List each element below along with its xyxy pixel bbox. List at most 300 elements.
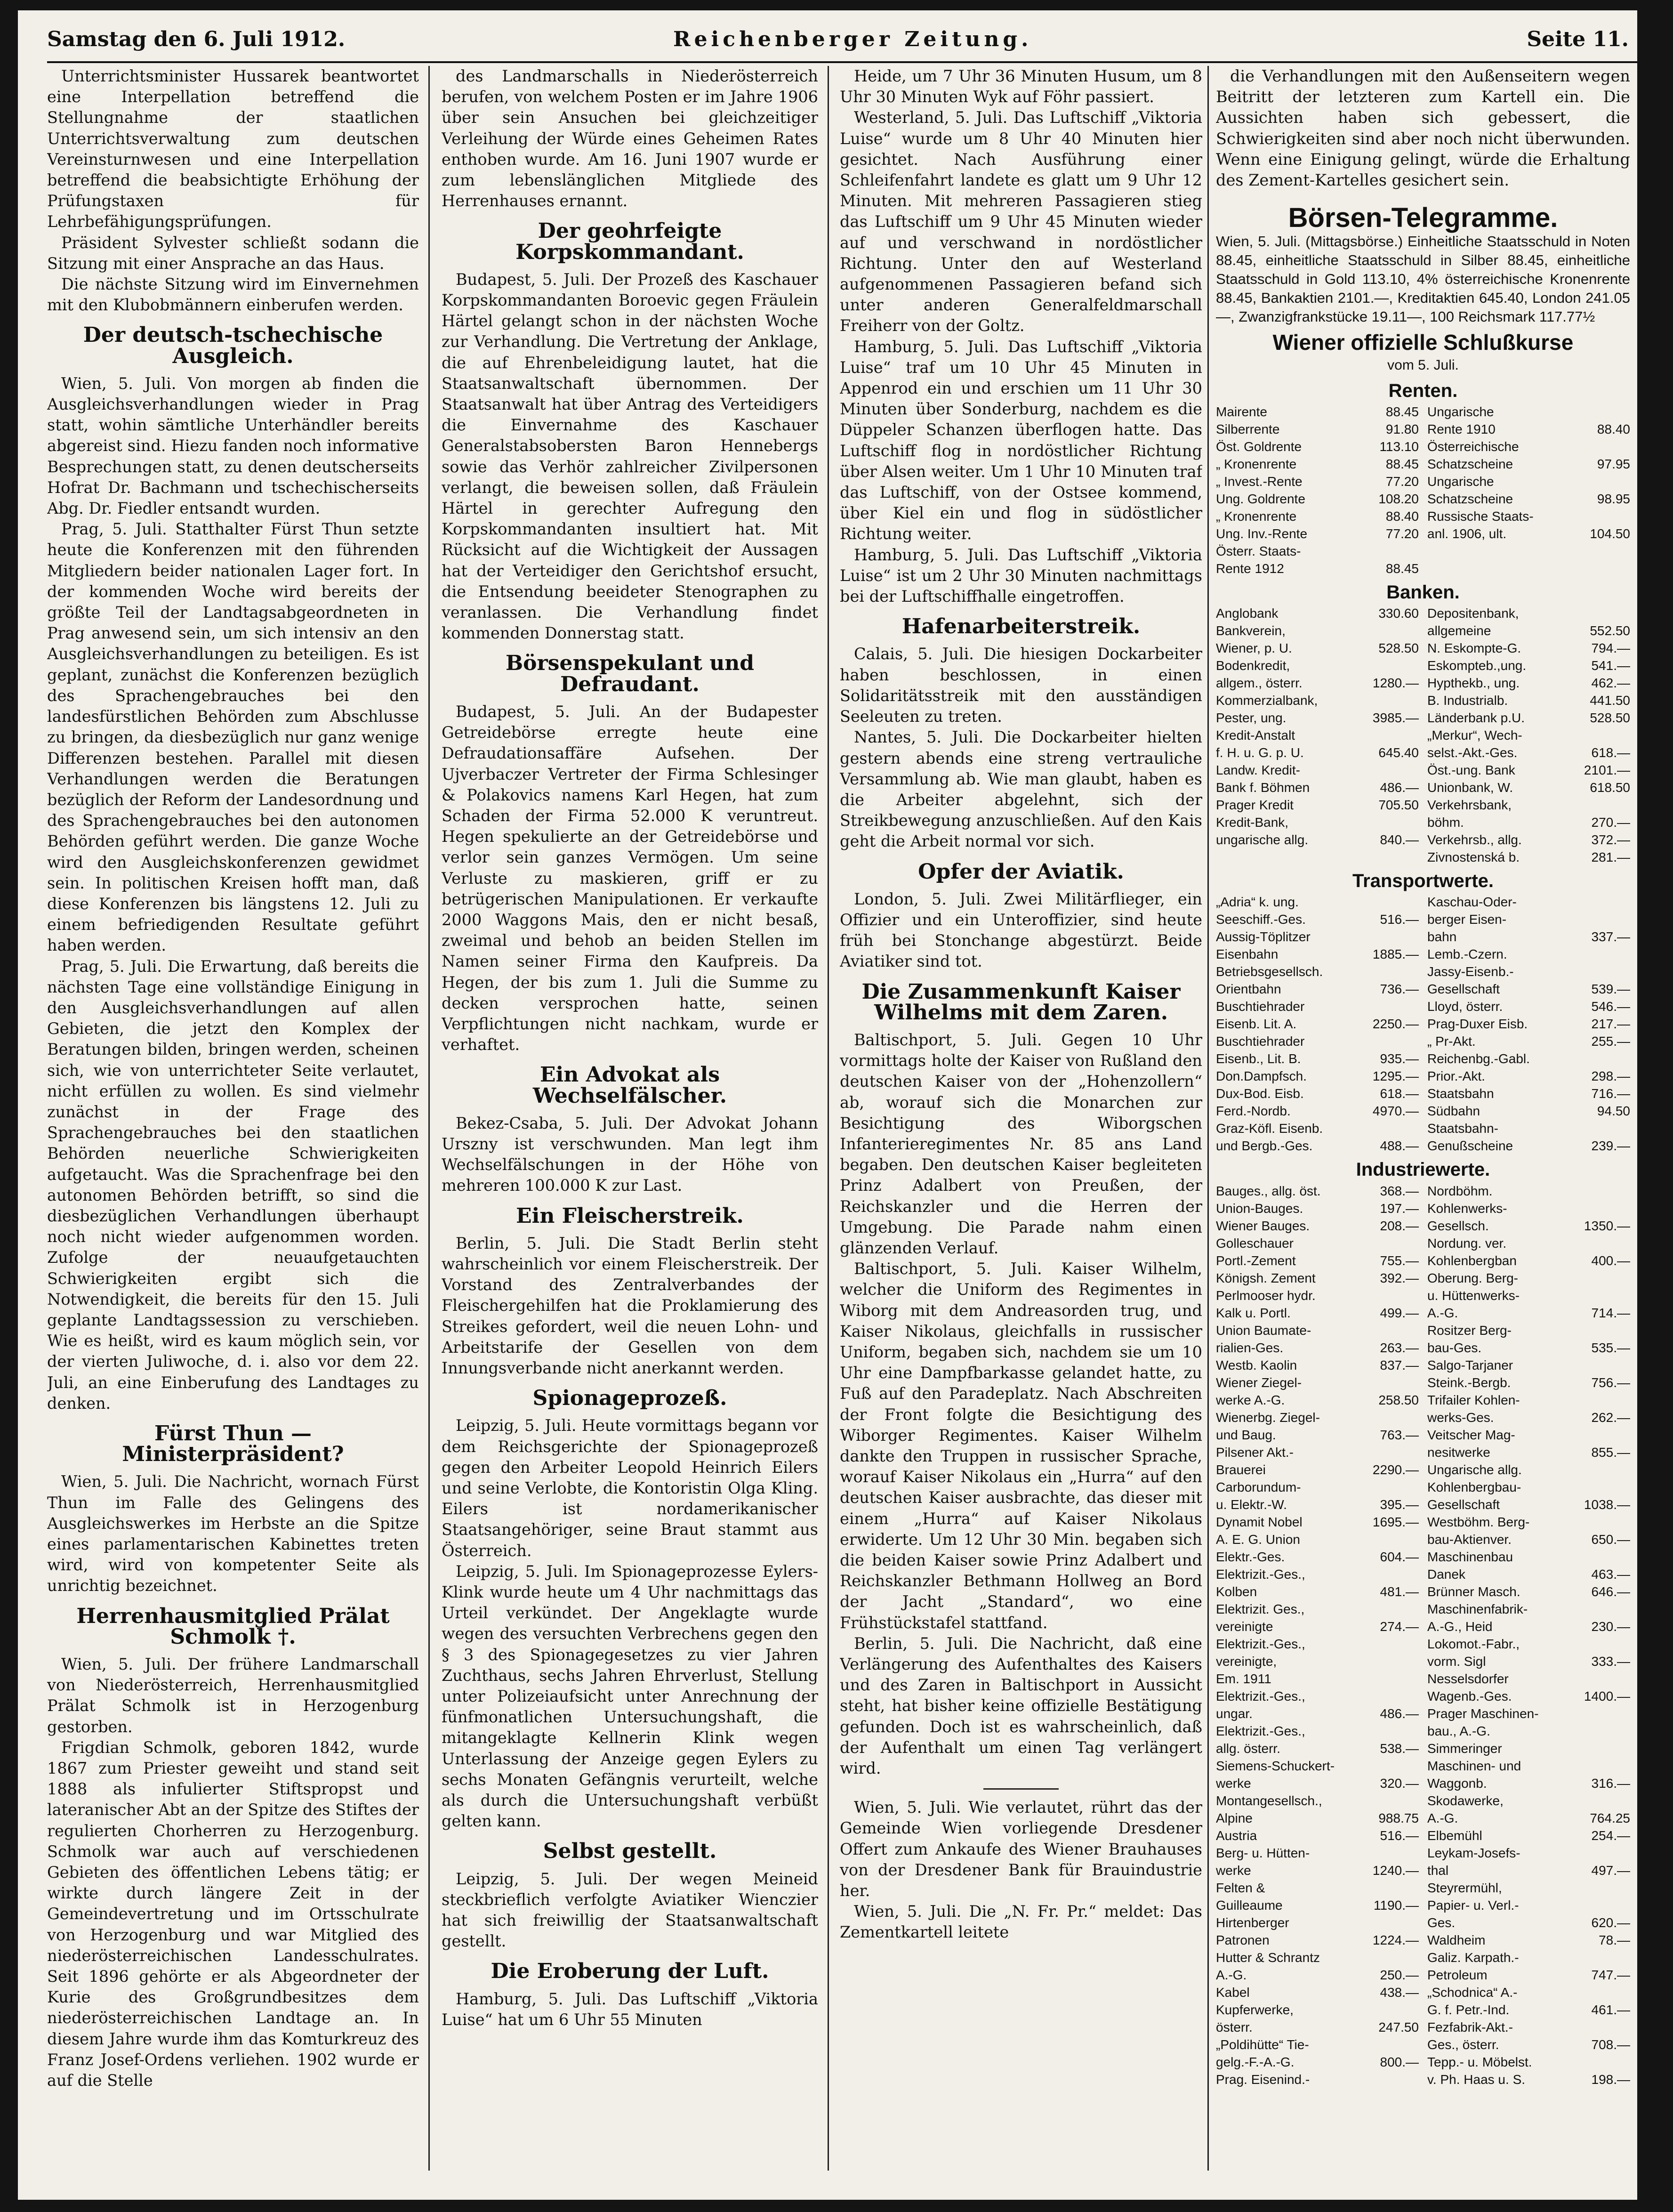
article-headline: Die Eroberung der Luft.	[491, 1959, 769, 1984]
security-name: A.-G., Heid	[1427, 1619, 1493, 1634]
security-name: Kohlenbergban	[1427, 1253, 1517, 1268]
market-row	[1216, 963, 1419, 980]
security-name: und Baug.	[1216, 1427, 1276, 1442]
security-name: Österreichische	[1427, 439, 1519, 454]
market-row	[1216, 1496, 1419, 1513]
market-row	[1427, 1015, 1630, 1033]
market-row	[1216, 1269, 1419, 1287]
market-row	[1427, 744, 1630, 761]
security-price: 400.—	[1591, 1253, 1630, 1268]
market-row	[1216, 1085, 1419, 1102]
article-headline: Börsenspekulant und Defraudant.	[505, 651, 755, 696]
security-name: werke	[1216, 1776, 1251, 1791]
header-date: Samstag den 6. Juli 1912.	[47, 27, 346, 51]
market-row	[1216, 928, 1419, 945]
security-price: 88.45	[1385, 457, 1419, 472]
security-name: Rente 1912	[1216, 561, 1284, 576]
security-name: Elektrizit.-Ges.,	[1216, 1688, 1305, 1703]
market-row	[1427, 525, 1630, 542]
security-name: vorm. Sigl	[1427, 1654, 1486, 1669]
security-price: 462.—	[1591, 676, 1630, 691]
market-row	[1216, 438, 1419, 455]
security-name: Montangesellsch.,	[1216, 1793, 1322, 1808]
security-name: f. H. u. G. p. U.	[1216, 745, 1304, 760]
article-headline: Spionageprozeß.	[532, 1386, 727, 1411]
article-headline: Ein Advokat als Wechselfälscher.	[532, 1063, 727, 1108]
security-price: 1190.—	[1374, 1897, 1419, 1913]
market-row	[1216, 1235, 1419, 1252]
market-row	[1427, 1444, 1630, 1461]
market-row	[1216, 1513, 1419, 1531]
security-name: Em. 1911	[1216, 1671, 1271, 1686]
market-row	[1427, 796, 1630, 814]
column-1	[47, 66, 419, 2185]
market-row	[1216, 1478, 1419, 1496]
market-row	[1216, 1217, 1419, 1235]
security-price: 372.—	[1591, 832, 1630, 848]
security-name: Guilleaume	[1216, 1897, 1283, 1913]
market-row	[1216, 893, 1419, 911]
column-3	[840, 66, 1202, 2185]
market-row	[1427, 1374, 1630, 1391]
security-name: Elektrizit.-Ges.,	[1216, 1566, 1305, 1582]
security-price: 499.—	[1380, 1305, 1419, 1320]
security-name: Graz-Köfl. Eisenb.	[1216, 1121, 1323, 1136]
market-row	[1216, 1566, 1419, 1583]
security-name: Wiener, p. U.	[1216, 641, 1292, 656]
article-paragraph: Hamburg, 5. Juli. Das Luftschiff „Viktoria Luise“ ist um 2 Uhr 30 Minuten nachmittags bei der Luftschiffhalle eingetroffen.	[840, 545, 1202, 606]
security-name: u. Hüttenwerks-	[1427, 1288, 1520, 1303]
security-name: Anglobank	[1216, 606, 1279, 621]
market-row	[1216, 1391, 1419, 1409]
security-name: allgemeine	[1427, 623, 1491, 638]
market-row	[1216, 1618, 1419, 1635]
security-name: Lemb.-Czern.	[1427, 947, 1507, 962]
market-table	[1216, 893, 1630, 1154]
security-name: bau., A.-G.	[1427, 1723, 1490, 1738]
market-row	[1216, 1775, 1419, 1792]
market-row	[1216, 1067, 1419, 1085]
security-name: Kohlenbergbau-	[1427, 1479, 1521, 1494]
security-price: 438.—	[1380, 1985, 1419, 2000]
market-row	[1427, 1566, 1630, 1583]
security-name: Elektrizit.-Ges.,	[1216, 1636, 1305, 1651]
security-name: Südbahn	[1427, 1104, 1480, 1119]
market-row	[1427, 928, 1630, 945]
security-name: „ Kronenrente	[1216, 457, 1297, 472]
security-price: 88.45	[1385, 561, 1419, 576]
market-section-title: Banken.	[1386, 582, 1460, 603]
market-row	[1427, 1757, 1630, 1775]
market-row	[1427, 542, 1630, 560]
market-row	[1427, 1304, 1630, 1322]
market-row	[1216, 911, 1419, 928]
article-paragraph: Bekez-Csaba, 5. Juli. Der Advokat Johann Urszny ist verschwunden. Man legt ihm Wechselfälschungen in der Höhe von mehreren 100.000 K zur Last.	[442, 1114, 818, 1195]
security-name: Ung. Goldrente	[1216, 492, 1305, 507]
article-paragraph: Budapest, 5. Juli. An der Budapester Getreidebörse erregte heute eine Defraudationsaffäre Aufsehen. Der Ujverbaczer Vertreter der Firma Schlesinger & Polakovics namens Karl Hegen, hat zum Schaden der Firma 52.000 K veruntreut. Hegen spekulierte an der Getreidebörse und verlor sein ganzes Vermögen. Um seine Verluste zu maskieren, griff er zu betrügerischen Manipulationen. Er verkaufte 2000 Waggons Mais, den er nicht besaß, zweimal und behob an beiden Stellen im Namen seiner Firma den Kaufpreis. Da Hegen, der bis zum 1. Juli die Summe zu decken versprochen hatte, seinen Verpflichtungen nicht nachkam, wurde er verhaftet.	[442, 702, 818, 1054]
security-price: 1224.—	[1372, 1932, 1419, 1947]
market-section-title: Transportwerte.	[1352, 871, 1494, 892]
security-name: Elektrizit.-Ges.,	[1216, 1723, 1305, 1738]
security-price: 747.—	[1591, 1967, 1630, 1982]
security-name: vereinigte	[1216, 1619, 1273, 1634]
security-price: 516.—	[1380, 1828, 1419, 1843]
market-row	[1427, 945, 1630, 963]
security-price: 1295.—	[1372, 1069, 1419, 1084]
security-name: Skodawerke,	[1427, 1793, 1504, 1808]
article-paragraph: London, 5. Juli. Zwei Militärflieger, ein Offizier und ein Unteroffizier, sind heute früh bei Stonchange abgestürzt. Beide Aviatiker sind tot.	[840, 889, 1202, 971]
market-row	[1427, 1548, 1630, 1566]
security-name: Ungarische	[1427, 404, 1494, 420]
security-name: Öst. Goldrente	[1216, 439, 1302, 454]
security-name: Ung. Inv.-Rente	[1216, 526, 1308, 541]
market-row	[1216, 1635, 1419, 1653]
security-price: 97.95	[1597, 457, 1630, 472]
security-price: 756.—	[1591, 1375, 1630, 1390]
market-row	[1427, 831, 1630, 848]
security-price: 392.—	[1380, 1270, 1419, 1285]
market-row	[1216, 1120, 1419, 1137]
security-name: A.-G.	[1427, 1810, 1458, 1825]
security-name: Bank f. Böhmen	[1216, 780, 1310, 795]
security-name: Rente 1910	[1427, 422, 1496, 437]
security-price: 716.—	[1591, 1086, 1630, 1101]
security-name: werks-Ges.	[1427, 1410, 1494, 1425]
market-row	[1427, 1356, 1630, 1374]
market-row	[1216, 490, 1419, 508]
security-name: thal	[1427, 1863, 1449, 1878]
security-price: 320.—	[1380, 1776, 1419, 1791]
security-price: 113.10	[1379, 439, 1419, 454]
security-price: 197.—	[1380, 1201, 1419, 1216]
markets-title: Börsen-Telegramme.	[1288, 202, 1558, 234]
security-price: 486.—	[1380, 1706, 1419, 1721]
market-row	[1427, 1200, 1630, 1217]
market-row	[1427, 848, 1630, 866]
security-name: Fezfabrik-Akt.-	[1427, 2019, 1513, 2034]
security-name: Union-Bauges.	[1216, 1201, 1303, 1216]
security-name: „ Invest.-Rente	[1216, 474, 1303, 489]
market-row	[1427, 1775, 1630, 1792]
security-price: 281.—	[1591, 850, 1630, 865]
market-row	[1427, 1827, 1630, 1844]
security-name: Lloyd, österr.	[1427, 999, 1503, 1014]
security-name: Prag-Duxer Eisb.	[1427, 1017, 1528, 1032]
security-price: 988.75	[1378, 1810, 1419, 1825]
market-row	[1427, 1687, 1630, 1705]
market-row	[1427, 814, 1630, 831]
security-name: Trifailer Kohlen-	[1427, 1392, 1520, 1407]
security-name: Steink.-Bergb.	[1427, 1375, 1511, 1390]
security-name: Staatsbahn-	[1427, 1121, 1498, 1136]
market-row	[1427, 980, 1630, 998]
security-price: 705.50	[1378, 798, 1419, 813]
article-headline: Opfer der Aviatik.	[918, 859, 1124, 884]
security-price: 337.—	[1591, 929, 1630, 945]
security-name: Kredit-Anstalt	[1216, 728, 1295, 743]
security-name: werke A.-G.	[1216, 1392, 1285, 1407]
market-row	[1427, 1949, 1630, 1966]
column-rule	[428, 66, 430, 2171]
article-headline: Herrenhausmitglied Prälat Schmolk †.	[76, 1604, 390, 1649]
market-table	[1216, 403, 1630, 577]
market-table	[1216, 605, 1630, 866]
security-price: 763.—	[1380, 1427, 1419, 1442]
article-paragraph: Prag, 5. Juli. Die Erwartung, daß bereits die nächsten Tage eine vollständige Einigung in den Ausgleichsverhandlungen auf allen Gebieten, die jetzt den Komplex der Beratungen bilden, bringen werden, scheinen sich, wie von unterrichteter Seite verlautet, nicht erfüllen zu wollen. Es sind vielmehr zunächst in der Frage des Sprachengebrauches bei den staatlichen Behörden neuerliche Schwierigkeiten aufgetaucht. Was die Sprachenfrage bei den autonomen Behörden betrifft, so sind die diesbezüglichen Verhandlungen überhaupt noch nicht wieder aufgenommen worden. Zufolge der neuaufgetauchten Schwierigkeiten ergibt sich die Notwendigkeit, die bereits für den 15. Juli geplante Landtagssession zu verschieben. Wie es heißt, wird es kaum möglich sein, vor der vierten Juliwoche, d. i. also vor dem 22. Juli, an eine Einberufung des Landtages zu denken.	[47, 957, 419, 1413]
security-name: „ Kronenrente	[1216, 509, 1297, 524]
security-price: 497.—	[1591, 1863, 1630, 1878]
security-name: Prager Kredit	[1216, 798, 1294, 813]
article-paragraph: Wien, 5. Juli. Die Nachricht, wornach Fürst Thun im Falle des Gelingens des Ausgleichswerkes im Herbste an die Spitze eines parlamentarischen Kabinettes treten wird, wird von kompetenter Seite als unrichtig bezeichnet.	[47, 1472, 419, 1595]
market-row	[1216, 1653, 1419, 1670]
security-price: 247.50	[1378, 2019, 1419, 2034]
security-price: 618.—	[1591, 745, 1630, 760]
market-row	[1427, 1217, 1630, 1235]
security-name: Genußscheine	[1427, 1138, 1513, 1154]
market-row	[1427, 639, 1630, 657]
security-price: 217.—	[1591, 1017, 1630, 1032]
market-row	[1216, 420, 1419, 438]
market-row	[1427, 1792, 1630, 1809]
security-name: Hutter & Schrantz	[1216, 1950, 1320, 1965]
security-name: „Adria“ k. ung.	[1216, 895, 1299, 910]
security-price: 488.—	[1380, 1138, 1419, 1154]
market-row	[1216, 1897, 1419, 1914]
security-price: 535.—	[1591, 1340, 1630, 1355]
security-name: Golleschauer	[1216, 1235, 1294, 1251]
security-name: Galiz. Karpath.-	[1427, 1950, 1519, 1965]
security-price: 258.50	[1378, 1392, 1419, 1407]
security-price: 837.—	[1380, 1357, 1419, 1372]
security-name: Ungarische allg.	[1427, 1462, 1522, 1477]
market-row	[1216, 1931, 1419, 1949]
security-price: 262.—	[1591, 1410, 1630, 1425]
market-row	[1427, 1531, 1630, 1548]
security-name: Union Baumate-	[1216, 1323, 1311, 1338]
security-name: Depositenbank,	[1427, 606, 1519, 621]
security-name: Dynamit Nobel	[1216, 1514, 1303, 1529]
security-name: Ferd.-Nordb.	[1216, 1104, 1291, 1119]
market-row	[1427, 1269, 1630, 1287]
market-row	[1216, 1252, 1419, 1269]
security-name: Rositzer Berg-	[1427, 1323, 1512, 1338]
security-name: „Poldihütte“ Tie-	[1216, 2037, 1309, 2052]
market-row	[1216, 1687, 1419, 1705]
security-name: Kalk u. Portl.	[1216, 1305, 1291, 1320]
security-price: 840.—	[1380, 832, 1419, 848]
newspaper-title: Reichenberger Zeitung.	[673, 27, 1032, 51]
security-name: Kolben	[1216, 1584, 1257, 1599]
security-price: 208.—	[1380, 1218, 1419, 1233]
market-row	[1427, 508, 1630, 525]
market-row	[1427, 1182, 1630, 1200]
market-row	[1216, 473, 1419, 490]
security-name: Eskompteb.,ung.	[1427, 658, 1527, 673]
security-name: N. Eskompte-G.	[1427, 641, 1521, 656]
security-price: 736.—	[1380, 982, 1419, 997]
security-name: Verkehrsbank,	[1427, 798, 1512, 813]
security-name: Kaschau-Oder-	[1427, 895, 1517, 910]
market-row	[1427, 1102, 1630, 1120]
market-row	[1216, 674, 1419, 692]
market-row	[1216, 508, 1419, 525]
market-row	[1216, 2053, 1419, 2071]
security-name: Nordböhm.	[1427, 1183, 1493, 1198]
security-name: Perlmooser hydr.	[1216, 1288, 1316, 1303]
security-price: 764.25	[1590, 1810, 1630, 1825]
market-row	[1427, 1120, 1630, 1137]
market-row	[1216, 1966, 1419, 1984]
stock-market-section	[1216, 202, 1630, 2088]
market-row	[1427, 1583, 1630, 1600]
security-name: Carborundum-	[1216, 1479, 1301, 1494]
market-row	[1427, 2053, 1630, 2071]
security-name: Prior.-Akt.	[1427, 1069, 1485, 1084]
security-price: 618.50	[1590, 780, 1630, 795]
market-row	[1216, 1015, 1419, 1033]
security-name: Kredit-Bank,	[1216, 815, 1289, 830]
security-name: Staatsbahn	[1427, 1086, 1494, 1101]
market-row	[1216, 1862, 1419, 1879]
security-price: 78.—	[1599, 1932, 1630, 1947]
market-row	[1216, 657, 1419, 674]
security-name: Wienerbg. Ziegel-	[1216, 1410, 1320, 1425]
security-name: „Merkur“, Wech-	[1427, 728, 1522, 743]
security-name: Elektrizit. Ges.,	[1216, 1601, 1305, 1616]
market-row	[1216, 692, 1419, 709]
security-price: 1280.—	[1372, 676, 1419, 691]
security-name: allgem., österr.	[1216, 676, 1303, 691]
article-paragraph: des Landmarschalls in Niederösterreich berufen, von welchem Posten er im Jahre 1906 über sein Ansuchen bei gleichzeitiger Verleihung der Würde eines Geheimen Rates enthoben wurde. Am 16. Juni 1907 wurde er zum lebenslänglichen Mitgliede des Herrenhauses ernannt.	[442, 67, 818, 210]
market-row	[1216, 1102, 1419, 1120]
market-row	[1427, 1137, 1630, 1154]
security-name: Schatzscheine	[1427, 457, 1513, 472]
security-price: 316.—	[1591, 1776, 1630, 1791]
market-row	[1216, 1182, 1419, 1200]
market-row	[1216, 2001, 1419, 2018]
security-price: 88.40	[1597, 422, 1630, 437]
column-rule	[828, 66, 829, 2171]
market-row	[1216, 2071, 1419, 2088]
market-row	[1216, 1304, 1419, 1322]
separator	[983, 1788, 1059, 1790]
market-row	[1427, 963, 1630, 980]
security-price: 650.—	[1591, 1532, 1630, 1547]
security-name: Berg- u. Hütten-	[1216, 1845, 1310, 1860]
security-price: 3985.—	[1372, 710, 1419, 726]
security-price: 463.—	[1591, 1566, 1630, 1582]
market-row	[1427, 2036, 1630, 2053]
security-price: 539.—	[1591, 982, 1630, 997]
article-paragraph: Hamburg, 5. Juli. Das Luftschiff „Viktoria Luise“ traf um 10 Uhr 45 Minuten in Appenrod ein und erschien um 11 Uhr 30 Minuten über Sonderburg, nachdem es die Düppeler Schanzen überflogen hatte. Das Luftschiff flog in nordöstlicher Richtung über Alsen weiter. Um 1 Uhr 10 Minuten traf das Luftschiff, von der Ostsee kommend, über Kiel ein und flog in südöstlicher Richtung weiter.	[840, 337, 1202, 543]
market-row	[1216, 1200, 1419, 1217]
security-name: Bankverein,	[1216, 623, 1286, 638]
security-name: Ges., österr.	[1427, 2037, 1499, 2052]
security-name: Königsh. Zement	[1216, 1270, 1316, 1285]
market-row	[1427, 1600, 1630, 1618]
security-name: Orientbahn	[1216, 982, 1281, 997]
security-name: berger Eisen-	[1427, 912, 1507, 927]
market-row	[1427, 1966, 1630, 1984]
market-row	[1216, 1374, 1419, 1391]
market-row	[1216, 1949, 1419, 1966]
market-section-title: Renten.	[1388, 380, 1458, 401]
market-row	[1427, 1513, 1630, 1531]
market-row	[1427, 1914, 1630, 1931]
security-name: Westb. Kaolin	[1216, 1357, 1297, 1372]
security-name: Öst.-ung. Bank	[1427, 763, 1515, 778]
market-row	[1216, 744, 1419, 761]
market-row	[1216, 1050, 1419, 1067]
markets-subtitle: Wiener offizielle Schlußkurse	[1272, 330, 1574, 355]
security-price: 1885.—	[1372, 947, 1419, 962]
security-name: Leykam-Josefs-	[1427, 1845, 1520, 1860]
market-row	[1427, 1050, 1630, 1067]
security-name: Aussig-Töplitzer	[1216, 929, 1311, 945]
security-price: 239.—	[1591, 1138, 1630, 1154]
market-row	[1427, 1862, 1630, 1879]
security-name: Simmeringer	[1427, 1741, 1502, 1756]
security-name: Wiener Ziegel-	[1216, 1375, 1302, 1390]
security-name: Wiener Bauges.	[1216, 1218, 1310, 1233]
security-price: 481.—	[1380, 1584, 1419, 1599]
security-price: 708.—	[1591, 2037, 1630, 2052]
market-row	[1216, 1444, 1419, 1461]
article-paragraph: Berlin, 5. Juli. Die Nachricht, daß eine Verlängerung des Aufenthaltes des Kaisers und des Zaren in Baltischport in Aussicht steht, hat bisher keine offizielle Bestätigung gefunden. Doch ist es wahrscheinlich, daß der Aufenthalt um einen Tag verlängert wird.	[840, 1634, 1202, 1778]
security-name: Buschtiehrader	[1216, 999, 1305, 1014]
security-name: Kupferwerke,	[1216, 2002, 1294, 2017]
security-name: Steyrermühl,	[1427, 1880, 1502, 1895]
market-row	[1216, 525, 1419, 542]
security-name: Nesselsdorfer	[1427, 1671, 1509, 1686]
security-price: 91.80	[1385, 422, 1419, 437]
article-headline: Fürst Thun — Ministerpräsident?	[122, 1421, 344, 1467]
security-name: Eisenb., Lit. B.	[1216, 1051, 1301, 1066]
market-row	[1427, 1287, 1630, 1304]
security-name: nesitwerke	[1427, 1445, 1490, 1460]
security-price: 714.—	[1591, 1305, 1630, 1320]
market-row	[1216, 1705, 1419, 1722]
security-name: Danek	[1427, 1566, 1465, 1582]
market-row	[1427, 1635, 1630, 1653]
article-headline: Ein Fleischerstreik.	[516, 1203, 744, 1228]
market-row	[1216, 848, 1419, 866]
security-name: Waldheim	[1427, 1932, 1486, 1947]
security-name: Salgo-Tarjaner	[1427, 1357, 1513, 1372]
article-headline: Selbst gestellt.	[543, 1839, 717, 1864]
security-price: 486.—	[1380, 780, 1419, 795]
market-row	[1427, 761, 1630, 779]
security-name: werke	[1216, 1863, 1251, 1878]
market-section-title: Industriewerte.	[1356, 1159, 1490, 1180]
security-price: 4970.—	[1372, 1104, 1419, 1119]
market-row	[1427, 438, 1630, 455]
security-price: 935.—	[1380, 1051, 1419, 1066]
article-paragraph: Baltischport, 5. Juli. Gegen 10 Uhr vormittags holte der Kaiser von Rußland den deutschen Kaiser von der „Hohenzollern“ ab, worauf sich die Monarchen zur Besichtigung des Wiborgschen Infanterieregimentes Nr. 85 ans Land begaben. Den deutschen Kaiser begleiteten Prinz Adalbert von Preußen, der Reichskanzler und die Herren der Umgebung. Die Parade nahm einen glänzenden Verlauf.	[840, 1030, 1202, 1257]
security-name: Pilsener Akt.-	[1216, 1445, 1294, 1460]
article-paragraph: Wien, 5. Juli. Wie verlautet, rührt das der Gemeinde Wien vorliegende Dresdener Offert zum Ankaufe des Wiener Brauhauses von der Dresdener Bank für Brauindustrie her.	[840, 1798, 1202, 1900]
article-paragraph: Präsident Sylvester schließt sodann die Sitzung mit einer Ansprache an das Haus.	[47, 233, 419, 273]
article-headline: Die Zusammenkunft Kaiser Wilhelms mit dem Zaren.	[861, 979, 1181, 1025]
market-row	[1216, 1722, 1419, 1740]
security-name: Kommerzialbank,	[1216, 693, 1318, 708]
market-row	[1427, 893, 1630, 911]
column-4	[1216, 66, 1630, 2185]
market-row	[1216, 455, 1419, 473]
market-row	[1216, 1792, 1419, 1809]
market-row	[1427, 2001, 1630, 2018]
market-row	[1427, 1618, 1630, 1635]
